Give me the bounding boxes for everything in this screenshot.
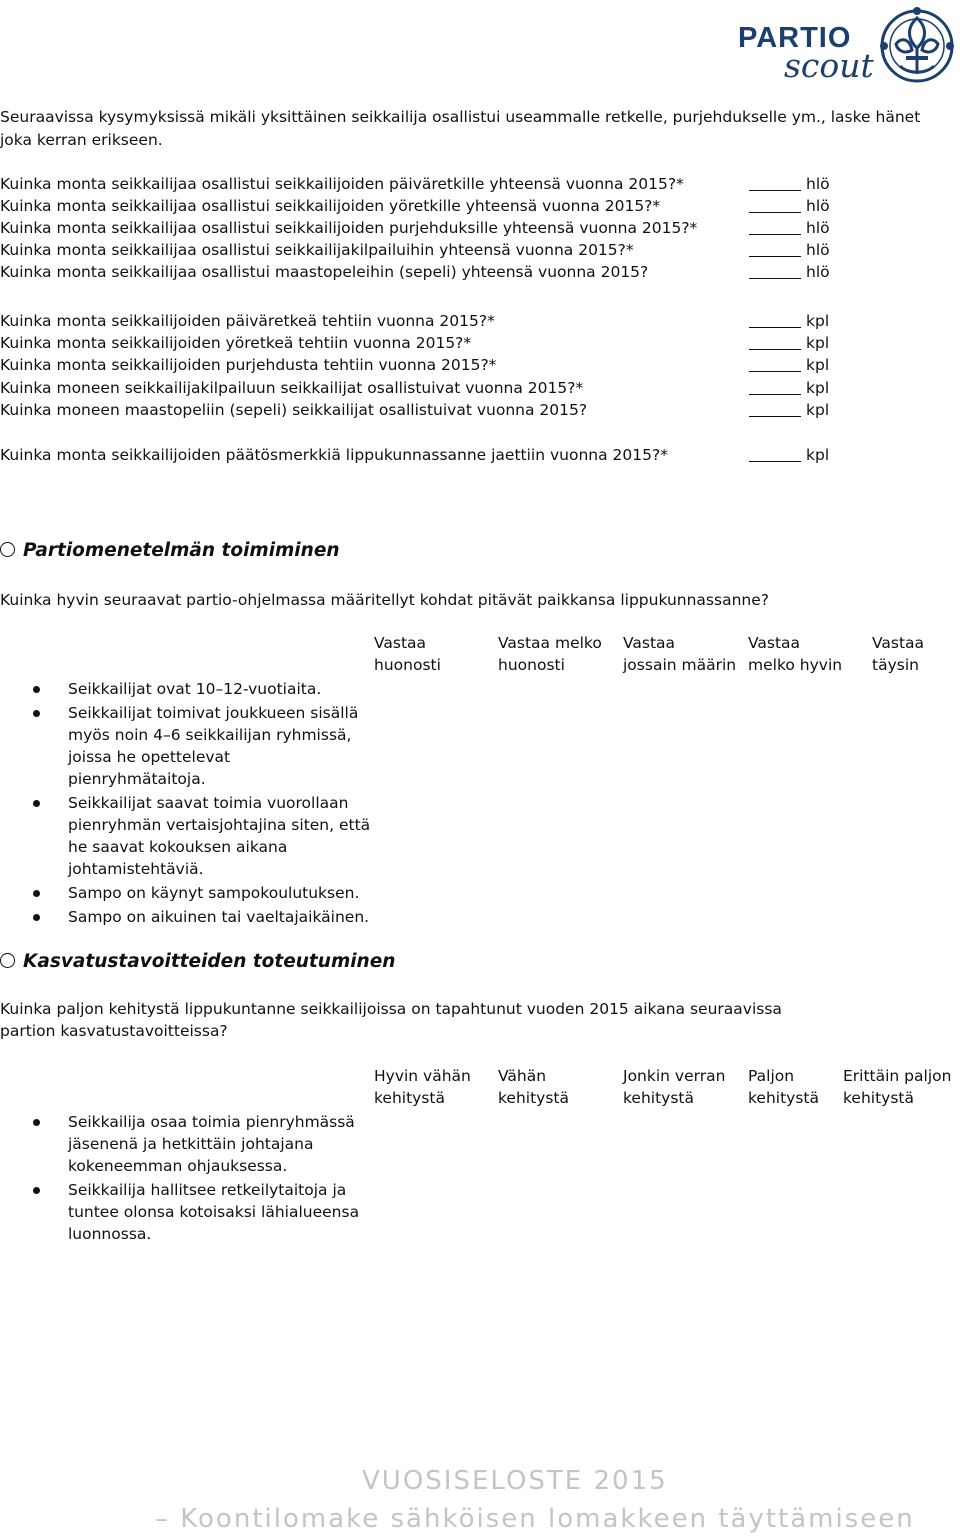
question-row bbox=[0, 241, 840, 263]
answer-blank[interactable] bbox=[749, 461, 801, 462]
scale-label-line: kehitystä bbox=[623, 1089, 694, 1107]
scale-label-line: Vastaa melko bbox=[498, 634, 602, 652]
scale-label-line: huonosti bbox=[498, 656, 565, 674]
bullet-icon bbox=[33, 800, 40, 807]
unit-label: kpl bbox=[806, 356, 830, 374]
answer-blank[interactable] bbox=[749, 234, 801, 235]
section-question: Kuinka paljon kehitystä lippukuntanne seikkailijoissa on tapahtunut vuoden 2015 aikana seuraavissa partion kasvatustavoitteissa? bbox=[0, 1000, 782, 1040]
answer-blank[interactable] bbox=[749, 278, 801, 279]
list-item bbox=[0, 882, 372, 904]
scale-label-line: Jonkin verran bbox=[623, 1067, 726, 1085]
circle-icon bbox=[0, 953, 15, 968]
question-text: Kuinka monta seikkailijoiden päiväretkeä tehtiin vuonna 2015?* bbox=[0, 312, 495, 330]
unit-label: hlö bbox=[806, 241, 830, 259]
bullet-icon bbox=[33, 686, 40, 693]
scale-label-line: huonosti bbox=[374, 656, 441, 674]
question-row bbox=[0, 356, 840, 378]
unit-label: kpl bbox=[806, 312, 830, 330]
statement-text: Seikkailijat ovat 10–12-vuotiaita. bbox=[68, 680, 322, 698]
scale-column-header bbox=[843, 1065, 951, 1109]
partio-scout-logo bbox=[738, 4, 958, 86]
scale-column-header bbox=[498, 632, 602, 676]
circle-icon bbox=[0, 542, 15, 557]
statement-list bbox=[0, 678, 372, 930]
scale-label-line: Erittäin paljon bbox=[843, 1067, 952, 1085]
question-text: Kuinka moneen seikkailijakilpailuun seikkailijat osallistuivat vuonna 2015?* bbox=[0, 379, 584, 397]
logo-scout-text: scout bbox=[784, 46, 874, 85]
scale-label-line: Vastaa bbox=[872, 634, 925, 652]
answer-blank[interactable] bbox=[749, 349, 801, 350]
question-text: Kuinka monta seikkailijaa osallistui seikkailijoiden päiväretkille yhteensä vuonna 2015?* bbox=[0, 175, 684, 193]
unit-label: hlö bbox=[806, 197, 830, 215]
question-row bbox=[0, 401, 840, 423]
bullet-icon bbox=[33, 1119, 40, 1126]
unit-label: kpl bbox=[806, 401, 830, 419]
list-item bbox=[0, 792, 372, 880]
scale-label-line: melko hyvin bbox=[748, 656, 843, 674]
statement-list bbox=[0, 1111, 360, 1247]
bullet-icon bbox=[33, 1187, 40, 1194]
question-text: Kuinka monta seikkailijaa osallistui seikkailijoiden purjehduksille yhteensä vuonna 2015?* bbox=[0, 219, 698, 237]
question-text: Kuinka moneen maastopeliin (sepeli) seikkailijat osallistuivat vuonna 2015? bbox=[0, 401, 588, 419]
question-text: Kuinka monta seikkailijoiden yöretkeä tehtiin vuonna 2015?* bbox=[0, 334, 472, 352]
answer-blank[interactable] bbox=[749, 371, 801, 372]
section-title-text: Partiomenetelmän toimiminen bbox=[23, 540, 340, 561]
bullet-icon bbox=[33, 890, 40, 897]
scale-column-header bbox=[748, 632, 842, 676]
scale-label-line: Vastaa bbox=[748, 634, 801, 652]
statement-text: Seikkailijat saavat toimia vuorollaan pienryhmän vertaisjohtajina siten, että he saavat kokouksen aikana johtamistehtäviä. bbox=[68, 794, 371, 878]
question-text: Kuinka monta seikkailijoiden päätösmerkkiä lippukunnassanne jaettiin vuonna 2015?* bbox=[0, 446, 668, 464]
answer-blank[interactable] bbox=[749, 212, 801, 213]
question-row bbox=[0, 446, 840, 468]
list-item bbox=[0, 906, 372, 928]
unit-label: hlö bbox=[806, 175, 830, 193]
list-item bbox=[0, 702, 372, 790]
scale-label-line: kehitystä bbox=[374, 1089, 445, 1107]
scale-label-line: Vähän bbox=[498, 1067, 547, 1085]
statement-text: Sampo on aikuinen tai vaeltajaikäinen. bbox=[68, 908, 370, 926]
question-text: Kuinka monta seikkailijoiden purjehdusta tehtiin vuonna 2015?* bbox=[0, 356, 497, 374]
scale-label-line: Vastaa bbox=[623, 634, 676, 652]
intro-text: Seuraavissa kysymyksissä mikäli yksittäinen seikkailija osallistui useammalle retkelle, purjehdukselle ym., laske hänet joka kerran erikseen. bbox=[0, 108, 921, 149]
question-row bbox=[0, 312, 840, 334]
answer-blank[interactable] bbox=[749, 190, 801, 191]
question-text: Kuinka monta seikkailijaa osallistui seikkailijakilpailuihin yhteensä vuonna 2015?* bbox=[0, 241, 634, 259]
scale-column-header bbox=[374, 632, 441, 676]
scale-label-line: kehitystä bbox=[843, 1089, 914, 1107]
unit-label: hlö bbox=[806, 219, 830, 237]
scale-column-header bbox=[623, 1065, 725, 1109]
scale-label-line: Hyvin vähän bbox=[374, 1067, 471, 1085]
scale-label-line: täysin bbox=[872, 656, 919, 674]
question-row bbox=[0, 219, 840, 241]
unit-label: kpl bbox=[806, 334, 830, 352]
footer-title: VUOSISELOSTE 2015 bbox=[362, 1466, 668, 1496]
section-heading bbox=[0, 951, 395, 972]
footer-subtitle: – Koontilomake sähköisen lomakkeen täyttämiseen bbox=[155, 1504, 915, 1534]
section-question: Kuinka hyvin seuraavat partio-ohjelmassa määritellyt kohdat pitävät paikkansa lippukunnassanne? bbox=[0, 591, 769, 609]
scale-label-line: kehitystä bbox=[498, 1089, 569, 1107]
statement-text: Seikkailija hallitsee retkeilytaitoja ja tuntee olonsa kotoisaksi lähialueensa luonnossa. bbox=[68, 1181, 360, 1243]
section-heading bbox=[0, 540, 340, 561]
list-item bbox=[0, 1111, 360, 1177]
scale-column-header bbox=[374, 1065, 471, 1109]
logo-partio-text: PARTIO bbox=[738, 22, 852, 54]
scout-lily-emblem-icon bbox=[876, 4, 958, 86]
bullet-icon bbox=[33, 710, 40, 717]
question-text: Kuinka monta seikkailijaa osallistui maastopeleihin (sepeli) yhteensä vuonna 2015? bbox=[0, 263, 649, 281]
statement-text: Seikkailijat toimivat joukkueen sisällä myös noin 4–6 seikkailijan ryhmissä, joissa he opettelevat pienryhmätaitoja. bbox=[68, 704, 359, 788]
answer-blank[interactable] bbox=[749, 416, 801, 417]
list-item bbox=[0, 678, 372, 700]
scale-column-header bbox=[623, 632, 736, 676]
scale-column-header bbox=[498, 1065, 569, 1109]
scale-label-line: kehitystä bbox=[748, 1089, 819, 1107]
unit-label: kpl bbox=[806, 379, 830, 397]
section-title-text: Kasvatustavoitteiden toteutuminen bbox=[23, 951, 396, 972]
question-text: Kuinka monta seikkailijaa osallistui seikkailijoiden yöretkille yhteensä vuonna 2015?* bbox=[0, 197, 661, 215]
statement-text: Seikkailija osaa toimia pienryhmässä jäsenenä ja hetkittäin johtajana kokeneemman ohjauksessa. bbox=[68, 1113, 355, 1175]
scale-column-header bbox=[748, 1065, 819, 1109]
list-item bbox=[0, 1179, 360, 1245]
question-row bbox=[0, 197, 840, 219]
answer-blank[interactable] bbox=[749, 256, 801, 257]
scale-label-line: Paljon bbox=[748, 1067, 795, 1085]
bullet-icon bbox=[33, 914, 40, 921]
question-row bbox=[0, 263, 840, 285]
scale-label-line: jossain määrin bbox=[623, 656, 737, 674]
question-row bbox=[0, 175, 840, 197]
answer-blank[interactable] bbox=[749, 327, 801, 328]
question-row bbox=[0, 334, 840, 356]
scale-label-line: Vastaa bbox=[374, 634, 427, 652]
answer-blank[interactable] bbox=[749, 394, 801, 395]
unit-label: hlö bbox=[806, 263, 830, 281]
scale-column-header bbox=[872, 632, 924, 676]
unit-label: kpl bbox=[806, 446, 830, 464]
question-row bbox=[0, 379, 840, 401]
statement-text: Sampo on käynyt sampokoulutuksen. bbox=[68, 884, 360, 902]
